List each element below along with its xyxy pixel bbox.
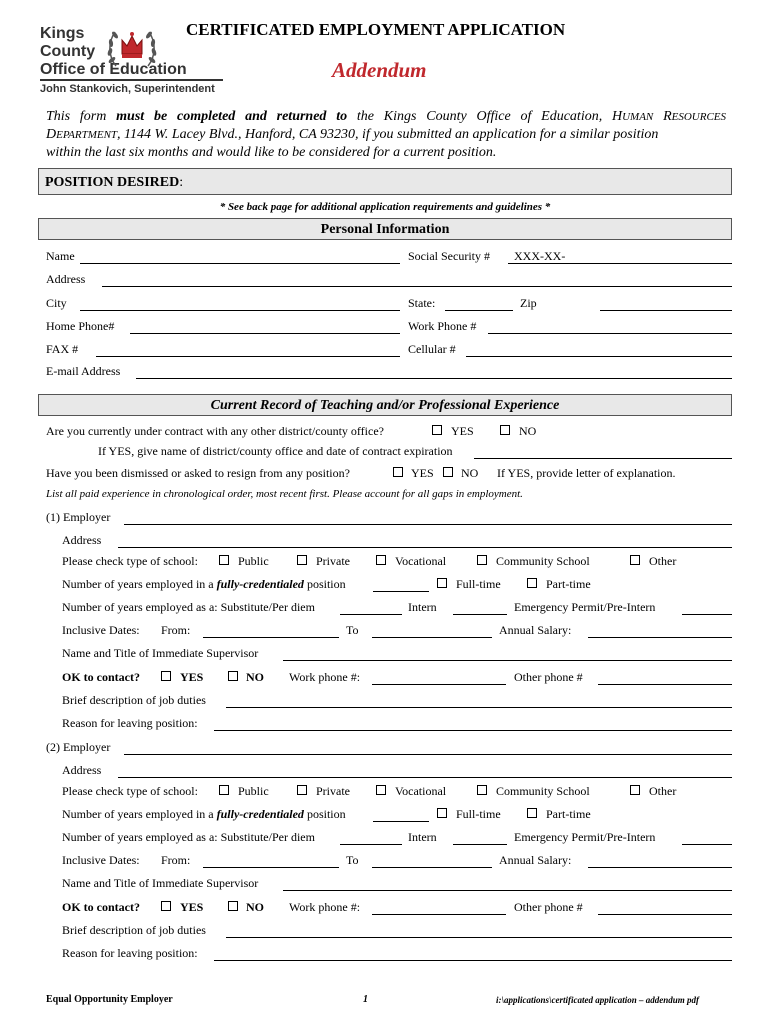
from-date-field[interactable] [203,867,339,868]
other-phone-label: Other phone # [514,900,583,914]
to-date-field[interactable] [372,637,492,638]
employer-work-phone-field[interactable] [372,914,506,915]
employer-address-field[interactable] [118,547,732,548]
inclusive-dates-label: Inclusive Dates: [62,853,140,867]
school-public-label: Public [238,784,269,798]
employer-work-phone-label: Work phone #: [289,900,361,914]
emergency-permit-label: Emergency Permit/Pre-Intern [514,830,656,844]
ok-contact-no-checkbox[interactable] [228,901,238,911]
annual-salary-label: Annual Salary: [499,853,572,867]
ok-contact-no-label: NO [246,670,264,684]
school-public-checkbox[interactable] [219,555,229,565]
employer-address-label: Address [62,763,102,777]
substitute-field[interactable] [340,614,402,615]
school-other-label: Other [649,784,677,798]
logo-line-county: County [40,43,96,60]
supervisor-field[interactable] [283,660,732,661]
school-type-label: Please check type of school: [62,784,198,798]
ok-contact-label: OK to contact? [62,900,140,914]
ok-contact-yes-checkbox[interactable] [161,901,171,911]
laurel-crown-icon [106,22,158,72]
employer-label: (1) Employer [46,510,111,524]
intro-text-d: D [46,127,57,142]
school-vocational-label: Vocational [395,554,447,568]
address-label: Address [46,272,86,286]
full-time-label: Full-time [456,577,501,591]
home-phone-field[interactable] [130,333,400,334]
reason-leaving-label: Reason for leaving position: [62,716,198,730]
home-phone-label: Home Phone# [46,319,115,333]
emergency-permit-label: Emergency Permit/Pre-Intern [514,600,656,614]
other-phone-label: Other phone # [514,670,583,684]
intern-label: Intern [408,600,437,614]
employer-name-field[interactable] [124,524,732,525]
fax-field[interactable] [96,356,400,357]
school-private-label: Private [316,784,350,798]
school-vocational-checkbox[interactable] [376,555,386,565]
school-public-checkbox[interactable] [219,785,229,795]
intro-line-2 [46,126,726,144]
experience-list-note: List all paid experience in chronological order, most recent first. Please account for all gaps in employment. [46,488,523,500]
other-phone-field[interactable] [598,684,732,685]
emergency-permit-field[interactable] [682,844,732,845]
to-label: To [346,623,359,637]
intern-label: Intern [408,830,437,844]
intern-field[interactable] [453,614,507,615]
intro-smallcaps-epartment: EPARTMENT [56,129,118,141]
from-label: From: [161,853,191,867]
dismissed-question: Have you been dismissed or asked to resign from any position? [46,466,350,480]
address-field[interactable] [102,286,732,287]
part-time-checkbox[interactable] [527,578,537,588]
ok-contact-no-label: NO [246,900,264,914]
contract-details-field[interactable] [474,458,732,459]
school-public-label: Public [238,554,269,568]
dismissed-no-label: NO [461,466,479,480]
back-page-note: * See back page for additional application requirements and guidelines * [219,201,551,213]
inclusive-dates-label: Inclusive Dates: [62,623,140,637]
zip-field[interactable] [600,310,732,311]
email-field[interactable] [136,378,732,379]
footer-eoe: Equal Opportunity Employer [46,994,173,1005]
employer-work-phone-label: Work phone #: [289,670,361,684]
intro-line-3: within the last six months and would like to be considered for a current position. [46,145,497,160]
email-label: E-mail Address [46,364,121,378]
years-credentialed-label: Number of years employed in a fully-credentialed position [62,807,346,821]
to-date-field[interactable] [372,867,492,868]
school-community-checkbox[interactable] [477,555,487,565]
school-other-checkbox[interactable] [630,555,640,565]
employer-address-label: Address [62,533,102,547]
school-community-checkbox[interactable] [477,785,487,795]
footer-page-number: 1 [363,994,368,1005]
substitute-field[interactable] [340,844,402,845]
annual-salary-field[interactable] [588,637,732,638]
dismissed-if-yes: If YES, provide letter of explanation. [497,466,676,480]
form-subtitle: Addendum [332,58,427,82]
ok-contact-no-checkbox[interactable] [228,671,238,681]
full-time-checkbox[interactable] [437,808,447,818]
school-vocational-checkbox[interactable] [376,785,386,795]
ok-contact-yes-label: YES [180,670,204,684]
contract-question: Are you currently under contract with any other district/county office? [46,424,384,438]
annual-salary-label: Annual Salary: [499,623,572,637]
school-private-checkbox[interactable] [297,555,307,565]
dismissed-no-checkbox[interactable] [443,467,453,477]
dismissed-yes-label: YES [411,466,434,480]
contract-no-label: NO [519,424,537,438]
ssn-label: Social Security # [408,249,490,263]
substitute-label: Number of years employed as a: Substitute/Per diem [62,600,315,614]
city-field[interactable] [80,310,400,311]
supervisor-field[interactable] [283,890,732,891]
intro-line-1 [46,108,726,126]
employer-address-field[interactable] [118,777,732,778]
dismissed-yes-checkbox[interactable] [393,467,403,477]
intro-smallcaps-esources: ESOURCES [671,111,727,123]
annual-salary-field[interactable] [588,867,732,868]
from-label: From: [161,623,191,637]
part-time-label: Part-time [546,577,591,591]
school-other-label: Other [649,554,677,568]
intro-text-b: the Kings County Office of Education, H [356,109,623,124]
intro-address: , 1144 W. Lacey Blvd., Hanford, CA 93230, if you submitted an application for a similar position [117,127,659,142]
full-time-label: Full-time [456,807,501,821]
fax-label: FAX # [46,342,79,356]
ssn-field[interactable] [508,263,732,264]
cellular-field[interactable] [466,356,732,357]
years-credentialed-field[interactable] [373,591,429,592]
intro-smallcaps-uman: UMAN [622,111,654,123]
experience-heading: Current Record of Teaching and/or Professional Experience [210,398,560,413]
reason-leaving-label: Reason for leaving position: [62,946,198,960]
logo-superintendent: John Stankovich, Superintendent [40,83,215,95]
state-label: State: [408,296,436,310]
school-private-checkbox[interactable] [297,785,307,795]
form-title: CERTIFICATED EMPLOYMENT APPLICATION [186,20,566,39]
ssn-value: XXX-XX- [514,249,566,263]
full-time-checkbox[interactable] [437,578,447,588]
job-duties-label: Brief description of job duties [62,693,206,707]
logo-line-office: Office of Education [40,61,187,78]
supervisor-label: Name and Title of Immediate Supervisor [62,646,259,660]
emergency-permit-field[interactable] [682,614,732,615]
zip-label: Zip [520,296,537,310]
job-duties-label: Brief description of job duties [62,923,206,937]
school-community-label: Community School [496,784,590,798]
reason-leaving-field[interactable] [214,730,732,731]
intro-text-a: This form [46,109,107,124]
contract-if-yes: If YES, give name of district/county office and date of contract expiration [98,444,453,458]
school-vocational-label: Vocational [395,784,447,798]
work-phone-field[interactable] [488,333,732,334]
personal-info-heading: Personal Information [320,222,450,237]
job-duties-field[interactable] [226,937,732,938]
employer-work-phone-field[interactable] [372,684,506,685]
supervisor-label: Name and Title of Immediate Supervisor [62,876,259,890]
school-type-label: Please check type of school: [62,554,198,568]
substitute-label: Number of years employed as a: Substitute/Per diem [62,830,315,844]
part-time-label: Part-time [546,807,591,821]
intro-emphasis: must be completed and returned to [116,109,348,124]
job-duties-field[interactable] [226,707,732,708]
position-desired-label: POSITION DESIRED: [45,175,184,190]
name-field[interactable] [80,263,400,264]
school-other-checkbox[interactable] [630,785,640,795]
employer-name-field[interactable] [124,754,732,755]
cellular-label: Cellular # [408,342,456,356]
contract-yes-label: YES [451,424,474,438]
school-community-label: Community School [496,554,590,568]
ok-contact-yes-checkbox[interactable] [161,671,171,681]
work-phone-label: Work Phone # [408,319,477,333]
employer-label: (2) Employer [46,740,111,754]
other-phone-field[interactable] [598,914,732,915]
reason-leaving-field[interactable] [214,960,732,961]
state-field[interactable] [445,310,513,311]
logo-line-kings: Kings [40,25,85,42]
ok-contact-label: OK to contact? [62,670,140,684]
city-label: City [46,296,67,310]
footer-file-path: i:\applications\certificated application – addendum pdf [496,995,699,1005]
contract-yes-checkbox[interactable] [432,425,442,435]
to-label: To [346,853,359,867]
school-private-label: Private [316,554,350,568]
contract-no-checkbox[interactable] [500,425,510,435]
from-date-field[interactable] [203,637,339,638]
years-credentialed-field[interactable] [373,821,429,822]
ok-contact-yes-label: YES [180,900,204,914]
years-credentialed-label: Number of years employed in a fully-credentialed position [62,577,346,591]
part-time-checkbox[interactable] [527,808,537,818]
intro-text-r: R [663,109,672,124]
intern-field[interactable] [453,844,507,845]
name-label: Name [46,249,75,263]
